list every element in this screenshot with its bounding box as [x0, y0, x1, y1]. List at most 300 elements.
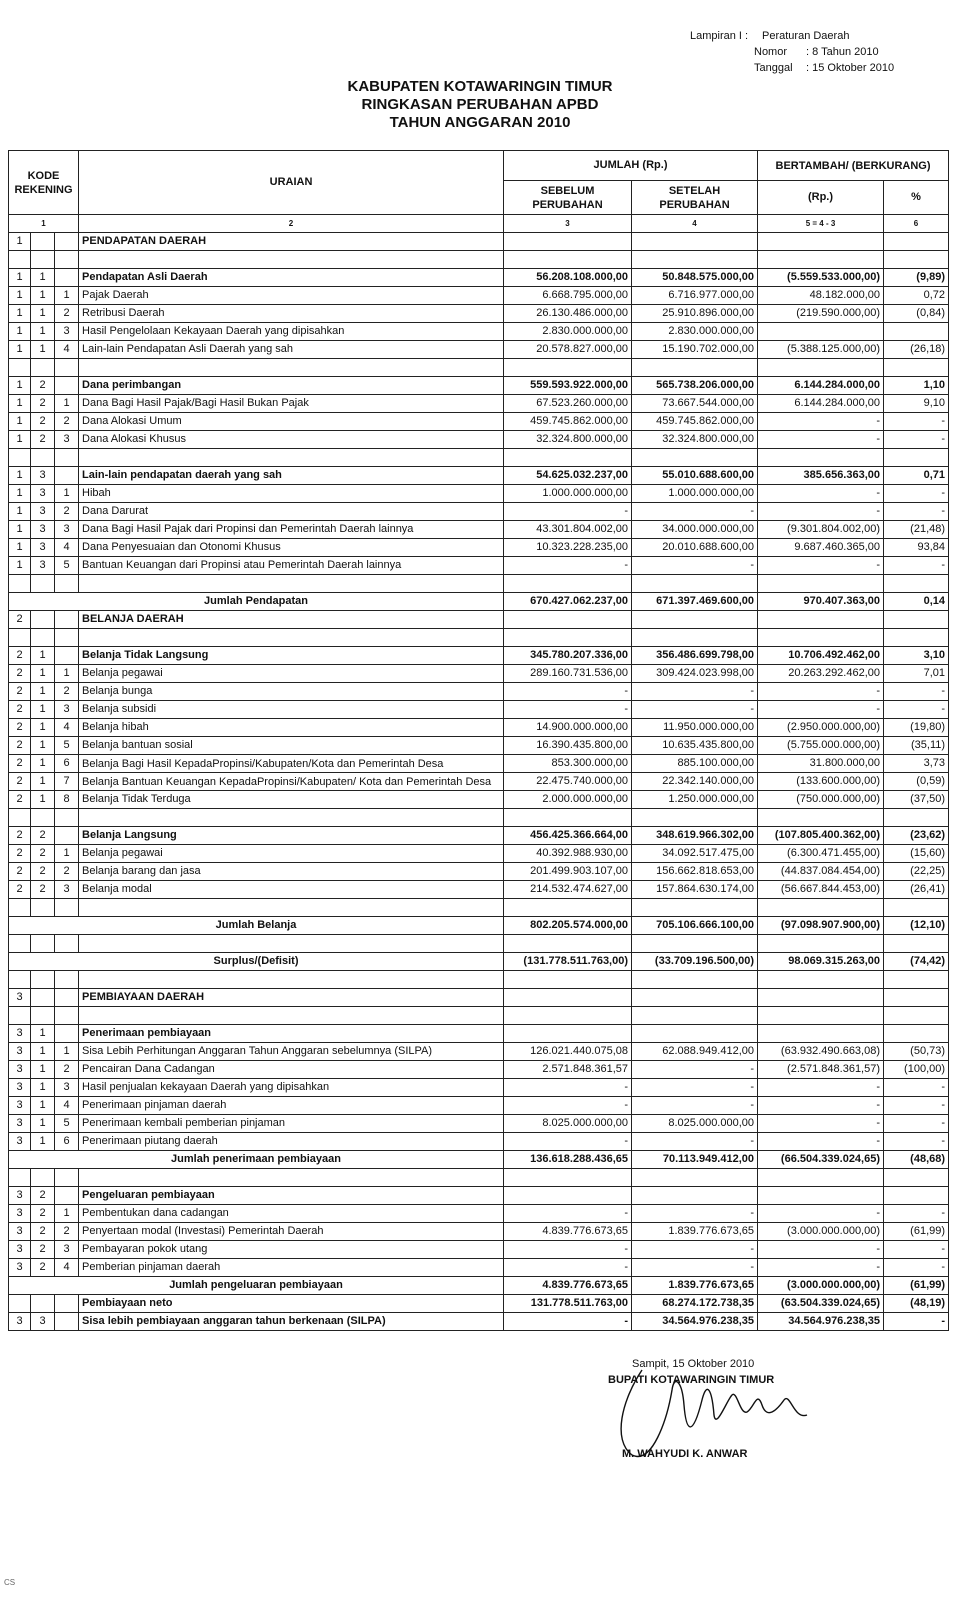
- kode-cell-1: 2: [9, 611, 31, 629]
- empty-cell: [55, 251, 79, 269]
- setelah-cell: 885.100.000,00: [632, 755, 758, 773]
- table-row: [9, 899, 949, 917]
- kode-cell-2: 1: [31, 1061, 55, 1079]
- sebelum-cell: [504, 611, 632, 629]
- setelah-cell: -: [632, 1061, 758, 1079]
- rp-cell: -: [758, 1241, 884, 1259]
- empty-cell: [9, 1007, 31, 1025]
- empty-cell: [632, 449, 758, 467]
- empty-cell: [504, 1007, 632, 1025]
- kode-cell-2: 2: [31, 395, 55, 413]
- empty-cell: [9, 935, 31, 953]
- rp-cell: (107.805.400.362,00): [758, 827, 884, 845]
- kode-cell-3: 3: [55, 881, 79, 899]
- uraian-cell: Pembayaran pokok utang: [79, 1241, 504, 1259]
- pct-cell: -: [884, 1133, 949, 1151]
- kode-cell-1: 3: [9, 1241, 31, 1259]
- empty-cell: [758, 1007, 884, 1025]
- empty-cell: [79, 575, 504, 593]
- header-bertambah: BERTAMBAH/ (BERKURANG): [758, 151, 949, 181]
- kode-cell-3: 4: [55, 1097, 79, 1115]
- uraian-cell: Belanja hibah: [79, 719, 504, 737]
- kode-cell-1: 3: [9, 1223, 31, 1241]
- kode-cell-1: 2: [9, 665, 31, 683]
- table-row: [9, 1187, 949, 1205]
- pct-cell: -: [884, 683, 949, 701]
- table-row: [9, 1007, 949, 1025]
- kode-cell-2: 2: [31, 1223, 55, 1241]
- setelah-cell: 50.848.575.000,00: [632, 269, 758, 287]
- index-5: 5 = 4 - 3: [758, 215, 884, 233]
- uraian-cell: Pendapatan Asli Daerah: [79, 269, 504, 287]
- pct-cell: (19,80): [884, 719, 949, 737]
- empty-cell: [504, 935, 632, 953]
- rp-cell: (66.504.339.024,65): [758, 1151, 884, 1169]
- empty-cell: [504, 809, 632, 827]
- kode-cell-3: 4: [55, 539, 79, 557]
- kode-cell-2: [31, 233, 55, 251]
- table-row: [9, 737, 949, 755]
- uraian-cell: BELANJA DAERAH: [79, 611, 504, 629]
- sebelum-cell: 40.392.988.930,00: [504, 845, 632, 863]
- sebelum-cell: 136.618.288.436,65: [504, 1151, 632, 1169]
- kode-cell-2: 1: [31, 1115, 55, 1133]
- rp-cell: (56.667.844.453,00): [758, 881, 884, 899]
- table-body: [9, 233, 949, 1331]
- table-row: [9, 233, 949, 251]
- uraian-cell: Dana Bagi Hasil Pajak/Bagi Hasil Bukan Pajak: [79, 395, 504, 413]
- setelah-cell: 32.324.800.000,00: [632, 431, 758, 449]
- index-3: 3: [504, 215, 632, 233]
- kode-cell-1: 1: [9, 413, 31, 431]
- empty-cell: [31, 1007, 55, 1025]
- table-row: [9, 1205, 949, 1223]
- kode-cell-3: 2: [55, 413, 79, 431]
- total-label: Jumlah pengeluaran pembiayaan: [9, 1277, 504, 1295]
- setelah-cell: 459.745.862.000,00: [632, 413, 758, 431]
- setelah-cell: -: [632, 557, 758, 575]
- kode-cell-2: 2: [31, 863, 55, 881]
- kode-cell-3: [55, 233, 79, 251]
- kode-cell-1: 1: [9, 233, 31, 251]
- table-row: [9, 323, 949, 341]
- pct-cell: (0,84): [884, 305, 949, 323]
- sebelum-cell: -: [504, 683, 632, 701]
- uraian-cell: Belanja Tidak Langsung: [79, 647, 504, 665]
- empty-cell: [9, 575, 31, 593]
- setelah-cell: 15.190.702.000,00: [632, 341, 758, 359]
- setelah-cell: 68.274.172.738,35: [632, 1295, 758, 1313]
- uraian-cell: Belanja modal: [79, 881, 504, 899]
- rp-cell: -: [758, 413, 884, 431]
- empty-cell: [55, 359, 79, 377]
- setelah-cell: 356.486.699.798,00: [632, 647, 758, 665]
- setelah-cell: 1.000.000.000,00: [632, 485, 758, 503]
- rp-cell: 10.706.492.462,00: [758, 647, 884, 665]
- kode-cell-2: 3: [31, 467, 55, 485]
- rp-cell: -: [758, 485, 884, 503]
- pct-cell: [884, 1187, 949, 1205]
- uraian-cell: Penerimaan piutang daerah: [79, 1133, 504, 1151]
- pct-cell: 7,01: [884, 665, 949, 683]
- title-line-1: KABUPATEN KOTAWARINGIN TIMUR: [347, 78, 613, 95]
- setelah-cell: 1.839.776.673,65: [632, 1223, 758, 1241]
- empty-cell: [55, 935, 79, 953]
- kode-cell-2: 2: [31, 377, 55, 395]
- empty-cell: [884, 1169, 949, 1187]
- table-row: [9, 863, 949, 881]
- kode-cell-3: 3: [55, 1241, 79, 1259]
- signature-name: M. WAHYUDI K. ANWAR: [622, 1448, 748, 1460]
- empty-cell: [758, 971, 884, 989]
- rp-cell: (63.504.339.024,65): [758, 1295, 884, 1313]
- pct-cell: 0,71: [884, 467, 949, 485]
- setelah-cell: (33.709.196.500,00): [632, 953, 758, 971]
- pct-cell: -: [884, 1079, 949, 1097]
- sebelum-cell: 20.578.827.000,00: [504, 341, 632, 359]
- pct-cell: (48,68): [884, 1151, 949, 1169]
- lampiran-label: Lampiran I :: [690, 30, 749, 42]
- rp-cell: [758, 323, 884, 341]
- rp-cell: 48.182.000,00: [758, 287, 884, 305]
- uraian-cell: Belanja barang dan jasa: [79, 863, 504, 881]
- sebelum-cell: 2.571.848.361,57: [504, 1061, 632, 1079]
- uraian-cell: Penerimaan pinjaman daerah: [79, 1097, 504, 1115]
- sebelum-cell: (131.778.511.763,00): [504, 953, 632, 971]
- empty-cell: [79, 1169, 504, 1187]
- empty-cell: [31, 809, 55, 827]
- sebelum-cell: -: [504, 1205, 632, 1223]
- sebelum-cell: -: [504, 1133, 632, 1151]
- sebelum-cell: [504, 1187, 632, 1205]
- empty-cell: [504, 629, 632, 647]
- sebelum-cell: 456.425.366.664,00: [504, 827, 632, 845]
- pct-cell: -: [884, 1313, 949, 1331]
- table-row: [9, 629, 949, 647]
- table-row: [9, 917, 949, 935]
- uraian-cell: Hasil penjualan kekayaan Daerah yang dipisahkan: [79, 1079, 504, 1097]
- table-row: [9, 575, 949, 593]
- table-row: [9, 449, 949, 467]
- uraian-cell: Belanja Bantuan Keuangan KepadaPropinsi/Kabupaten/ Kota dan Pemerintah Desa: [79, 773, 504, 791]
- setelah-cell: [632, 989, 758, 1007]
- sebelum-cell: 4.839.776.673,65: [504, 1223, 632, 1241]
- empty-cell: [9, 971, 31, 989]
- pct-cell: [884, 323, 949, 341]
- kode-cell-2: [31, 1295, 55, 1313]
- kode-cell-2: 1: [31, 1133, 55, 1151]
- uraian-cell: Retribusi Daerah: [79, 305, 504, 323]
- pct-cell: [884, 1025, 949, 1043]
- rp-cell: (3.000.000.000,00): [758, 1277, 884, 1295]
- rp-cell: -: [758, 701, 884, 719]
- table-row: [9, 881, 949, 899]
- empty-cell: [758, 629, 884, 647]
- kode-cell-2: 1: [31, 647, 55, 665]
- empty-cell: [504, 449, 632, 467]
- empty-cell: [79, 449, 504, 467]
- kode-cell-3: 4: [55, 341, 79, 359]
- table-row: [9, 1043, 949, 1061]
- table-row: [9, 1097, 949, 1115]
- tanggal-value: : 15 Oktober 2010: [806, 62, 895, 74]
- setelah-cell: [632, 611, 758, 629]
- kode-cell-2: 2: [31, 1187, 55, 1205]
- kode-cell-3: 4: [55, 719, 79, 737]
- empty-cell: [55, 809, 79, 827]
- table-row: [9, 1061, 949, 1079]
- kode-cell-2: 3: [31, 503, 55, 521]
- kode-cell-1: 1: [9, 377, 31, 395]
- table-row: [9, 1079, 949, 1097]
- uraian-cell: Dana Alokasi Umum: [79, 413, 504, 431]
- empty-cell: [504, 251, 632, 269]
- table-row: [9, 503, 949, 521]
- sebelum-cell: 670.427.062.237,00: [504, 593, 632, 611]
- kode-cell-2: 2: [31, 1205, 55, 1223]
- sebelum-cell: 201.499.903.107,00: [504, 863, 632, 881]
- table-row: [9, 719, 949, 737]
- table-row: [9, 773, 949, 791]
- table-row: [9, 1259, 949, 1277]
- rp-cell: (5.755.000.000,00): [758, 737, 884, 755]
- kode-cell-2: [31, 611, 55, 629]
- kode-cell-2: 1: [31, 1097, 55, 1115]
- sebelum-cell: 559.593.922.000,00: [504, 377, 632, 395]
- pct-cell: (26,18): [884, 341, 949, 359]
- empty-cell: [9, 359, 31, 377]
- pct-cell: (48,19): [884, 1295, 949, 1313]
- index-1: 1: [9, 215, 79, 233]
- kode-cell-1: 1: [9, 557, 31, 575]
- kode-cell-3: 2: [55, 305, 79, 323]
- kode-cell-1: 1: [9, 521, 31, 539]
- kode-cell-1: 3: [9, 1079, 31, 1097]
- kode-cell-2: 1: [31, 665, 55, 683]
- sebelum-cell: -: [504, 557, 632, 575]
- rp-cell: -: [758, 1097, 884, 1115]
- empty-cell: [632, 971, 758, 989]
- pct-cell: -: [884, 485, 949, 503]
- kode-cell-1: 2: [9, 755, 31, 773]
- kode-cell-1: 1: [9, 467, 31, 485]
- kode-cell-2: 1: [31, 737, 55, 755]
- kode-cell-3: 1: [55, 395, 79, 413]
- kode-cell-3: 1: [55, 287, 79, 305]
- header-sebelum: SEBELUM PERUBAHAN: [504, 181, 632, 215]
- rp-cell: 31.800.000,00: [758, 755, 884, 773]
- sebelum-cell: -: [504, 1079, 632, 1097]
- rp-cell: (3.000.000.000,00): [758, 1223, 884, 1241]
- table-row: [9, 1169, 949, 1187]
- sebelum-cell: 4.839.776.673,65: [504, 1277, 632, 1295]
- uraian-cell: Belanja pegawai: [79, 845, 504, 863]
- pct-cell: 3,73: [884, 755, 949, 773]
- empty-cell: [55, 1169, 79, 1187]
- table-row: [9, 251, 949, 269]
- kode-cell-2: 2: [31, 413, 55, 431]
- kode-cell-2: 1: [31, 305, 55, 323]
- sebelum-cell: -: [504, 701, 632, 719]
- uraian-cell: Sisa lebih pembiayaan anggaran tahun berkenaan (SILPA): [79, 1313, 504, 1331]
- table-row: [9, 287, 949, 305]
- kode-cell-1: 1: [9, 305, 31, 323]
- kode-cell-1: 3: [9, 989, 31, 1007]
- rp-cell: (44.837.084.454,00): [758, 863, 884, 881]
- table-row: [9, 557, 949, 575]
- empty-cell: [884, 449, 949, 467]
- setelah-cell: -: [632, 1097, 758, 1115]
- kode-cell-2: 1: [31, 701, 55, 719]
- empty-cell: [884, 359, 949, 377]
- kode-cell-1: 3: [9, 1313, 31, 1331]
- kode-cell-1: 2: [9, 881, 31, 899]
- empty-cell: [79, 899, 504, 917]
- pct-cell: (50,73): [884, 1043, 949, 1061]
- kode-cell-1: 3: [9, 1259, 31, 1277]
- uraian-cell: Lain-lain pendapatan daerah yang sah: [79, 467, 504, 485]
- rp-cell: -: [758, 1079, 884, 1097]
- kode-cell-3: 7: [55, 773, 79, 791]
- kode-cell-3: 1: [55, 1043, 79, 1061]
- kode-cell-3: 3: [55, 701, 79, 719]
- setelah-cell: [632, 233, 758, 251]
- total-label: Surplus/(Defisit): [9, 953, 504, 971]
- kode-cell-3: 5: [55, 1115, 79, 1133]
- setelah-cell: 6.716.977.000,00: [632, 287, 758, 305]
- sebelum-cell: 8.025.000.000,00: [504, 1115, 632, 1133]
- kode-cell-2: 1: [31, 791, 55, 809]
- sebelum-cell: 26.130.486.000,00: [504, 305, 632, 323]
- empty-cell: [758, 899, 884, 917]
- kode-cell-3: 5: [55, 557, 79, 575]
- pct-cell: (74,42): [884, 953, 949, 971]
- kode-cell-1: 2: [9, 647, 31, 665]
- kode-cell-3: 2: [55, 1223, 79, 1241]
- table-row: [9, 701, 949, 719]
- empty-cell: [79, 809, 504, 827]
- rp-cell: -: [758, 683, 884, 701]
- empty-cell: [55, 629, 79, 647]
- uraian-cell: Dana perimbangan: [79, 377, 504, 395]
- pct-cell: (61,99): [884, 1223, 949, 1241]
- setelah-cell: 565.738.206.000,00: [632, 377, 758, 395]
- setelah-cell: 73.667.544.000,00: [632, 395, 758, 413]
- kode-cell-2: 2: [31, 1241, 55, 1259]
- setelah-cell: 34.564.976.238,35: [632, 1313, 758, 1331]
- empty-cell: [9, 1169, 31, 1187]
- empty-cell: [79, 629, 504, 647]
- rp-cell: 970.407.363,00: [758, 593, 884, 611]
- table-row: [9, 989, 949, 1007]
- kode-cell-3: 2: [55, 503, 79, 521]
- empty-cell: [758, 575, 884, 593]
- pct-cell: -: [884, 701, 949, 719]
- total-label: Jumlah penerimaan pembiayaan: [9, 1151, 504, 1169]
- pct-cell: -: [884, 503, 949, 521]
- sebelum-cell: 56.208.108.000,00: [504, 269, 632, 287]
- kode-cell-3: [55, 269, 79, 287]
- header-kode-rekening: KODE REKENING: [9, 151, 79, 215]
- rp-cell: -: [758, 557, 884, 575]
- setelah-cell: 34.000.000.000,00: [632, 521, 758, 539]
- kode-cell-1: 2: [9, 737, 31, 755]
- sebelum-cell: 10.323.228.235,00: [504, 539, 632, 557]
- sebelum-cell: 32.324.800.000,00: [504, 431, 632, 449]
- empty-cell: [884, 899, 949, 917]
- kode-cell-1: 2: [9, 791, 31, 809]
- kode-cell-3: 3: [55, 521, 79, 539]
- sebelum-cell: 43.301.804.002,00: [504, 521, 632, 539]
- empty-cell: [31, 449, 55, 467]
- table-row: [9, 1115, 949, 1133]
- empty-cell: [31, 935, 55, 953]
- kode-cell-1: 3: [9, 1133, 31, 1151]
- rp-cell: -: [758, 503, 884, 521]
- setelah-cell: -: [632, 1259, 758, 1277]
- empty-cell: [632, 1169, 758, 1187]
- kode-cell-3: 3: [55, 323, 79, 341]
- uraian-cell: Belanja Langsung: [79, 827, 504, 845]
- uraian-cell: Pajak Daerah: [79, 287, 504, 305]
- pct-cell: (9,89): [884, 269, 949, 287]
- kode-cell-2: 2: [31, 881, 55, 899]
- table-row: [9, 755, 949, 773]
- empty-cell: [504, 971, 632, 989]
- kode-cell-2: 1: [31, 719, 55, 737]
- uraian-cell: Pemberian pinjaman daerah: [79, 1259, 504, 1277]
- empty-cell: [632, 1007, 758, 1025]
- sebelum-cell: 22.475.740.000,00: [504, 773, 632, 791]
- kode-cell-2: [31, 989, 55, 1007]
- pct-cell: (35,11): [884, 737, 949, 755]
- empty-cell: [758, 935, 884, 953]
- kode-cell-1: 1: [9, 431, 31, 449]
- kode-cell-2: 3: [31, 1313, 55, 1331]
- table-row: [9, 1223, 949, 1241]
- lampiran-value: Peraturan Daerah: [762, 30, 850, 42]
- sebelum-cell: 459.745.862.000,00: [504, 413, 632, 431]
- index-6: 6: [884, 215, 949, 233]
- kode-cell-2: 2: [31, 1259, 55, 1277]
- sebelum-cell: 6.668.795.000,00: [504, 287, 632, 305]
- empty-cell: [504, 359, 632, 377]
- pct-cell: [884, 989, 949, 1007]
- rp-cell: (9.301.804.002,00): [758, 521, 884, 539]
- empty-cell: [31, 251, 55, 269]
- uraian-cell: Hasil Pengelolaan Kekayaan Daerah yang dipisahkan: [79, 323, 504, 341]
- empty-cell: [9, 809, 31, 827]
- table-row: [9, 935, 949, 953]
- total-label: Jumlah Pendapatan: [9, 593, 504, 611]
- uraian-cell: Dana Bagi Hasil Pajak dari Propinsi dan Pemerintah Daerah lainnya: [79, 521, 504, 539]
- setelah-cell: 8.025.000.000,00: [632, 1115, 758, 1133]
- pct-cell: 3,10: [884, 647, 949, 665]
- empty-cell: [758, 449, 884, 467]
- pct-cell: 93,84: [884, 539, 949, 557]
- sebelum-cell: -: [504, 1097, 632, 1115]
- sebelum-cell: 802.205.574.000,00: [504, 917, 632, 935]
- kode-cell-3: 1: [55, 1205, 79, 1223]
- pct-cell: (23,62): [884, 827, 949, 845]
- kode-cell-1: 1: [9, 287, 31, 305]
- empty-cell: [9, 449, 31, 467]
- table-row: [9, 539, 949, 557]
- uraian-cell: Belanja bantuan sosial: [79, 737, 504, 755]
- kode-cell-2: 3: [31, 557, 55, 575]
- uraian-cell: Pembiayaan neto: [79, 1295, 504, 1313]
- rp-cell: (750.000.000,00): [758, 791, 884, 809]
